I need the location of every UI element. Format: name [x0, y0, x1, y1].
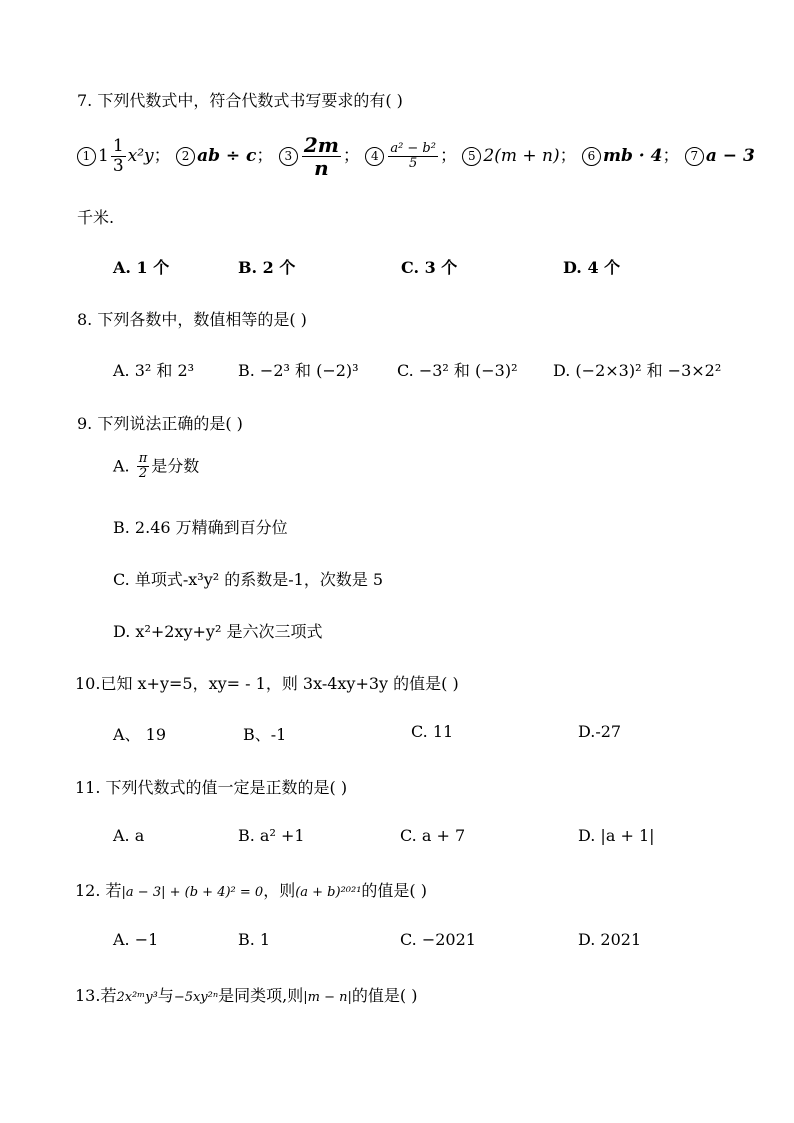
separator: ； — [439, 146, 457, 166]
separator: ； — [559, 146, 577, 166]
question-9-option-d[interactable]: D. x²+2xy+y² 是六次三项式 — [113, 622, 323, 641]
stem-mid: ，则 — [263, 881, 296, 900]
fraction-2m-over-n: $\frac{2m}{n}$ — [303, 133, 339, 180]
option-text: 是分数 — [151, 456, 200, 476]
question-9-stem: 9. 下列说法正确的是( ) — [77, 414, 243, 433]
expression-x2y: x²y — [127, 146, 154, 166]
expression-a-plus-b-power: (a + b)²⁰²¹ — [295, 885, 362, 900]
fraction-pi-over-2: $\frac{\pi}{2}$ — [138, 451, 148, 482]
question-12-option-a[interactable]: A. −1 — [113, 930, 159, 949]
question-10-stem: 10.已知 x+y=5，xy= - 1，则 3x-4xy+3y 的值是( ) — [75, 674, 459, 693]
question-7-stem: 7. 下列代数式中，符合代数式书写要求的有( ) — [77, 91, 403, 110]
equation-abs-plus-square: |a − 3| + (b + 4)² = 0 — [121, 885, 264, 900]
circled-number-4: 4 — [365, 147, 384, 166]
mixed-number-whole: 1 — [98, 146, 109, 166]
question-11-option-d[interactable]: D. |a + 1| — [578, 826, 655, 845]
question-10-option-c[interactable]: C. 11 — [411, 722, 454, 741]
monomial-2x2my3: 2x²ᵐy³ — [116, 990, 158, 1005]
circled-number-3: 3 — [279, 147, 298, 166]
question-12-stem — [75, 878, 427, 901]
question-9-option-b[interactable]: B. 2.46 万精确到百分位 — [113, 518, 288, 537]
question-8-option-d[interactable]: D. (−2×3)² 和 −3×2² — [553, 361, 722, 380]
monomial-minus-5xy2n: −5xy²ⁿ — [173, 990, 219, 1005]
question-10-option-b[interactable]: B、-1 — [243, 725, 287, 744]
question-7-continuation: 千米. — [77, 208, 115, 227]
circled-number-1: 1 — [77, 147, 96, 166]
question-7-option-c[interactable]: C. 3 个 — [401, 258, 458, 277]
question-7-option-b[interactable]: B. 2 个 — [238, 258, 296, 277]
question-8-option-b[interactable]: B. −2³ 和 (−2)³ — [238, 361, 359, 380]
question-12-option-d[interactable]: D. 2021 — [578, 930, 642, 949]
circled-number-2: 2 — [176, 147, 195, 166]
separator: ； — [153, 146, 171, 166]
question-7-option-d[interactable]: D. 4 个 — [563, 258, 621, 277]
question-7-expressions — [77, 134, 755, 179]
question-11-stem: 11. 下列代数式的值一定是正数的是( ) — [75, 778, 348, 797]
fraction-one-third: $\frac{1}{3}$ — [112, 136, 124, 176]
question-12-option-b[interactable]: B. 1 — [238, 930, 271, 949]
question-10-option-a[interactable]: A、 19 — [113, 725, 167, 744]
stem-mid-2: 是同类项,则 — [218, 986, 304, 1005]
expression-abs-m-minus-n: |m − n| — [303, 990, 352, 1005]
question-11-option-a[interactable]: A. a — [113, 826, 145, 845]
fraction-a2-minus-b2-over-5: $\frac{\text{a² − b²}}{5}$ — [390, 140, 436, 171]
question-12-option-c[interactable]: C. −2021 — [400, 930, 476, 949]
option-letter: A. — [113, 456, 130, 476]
question-7-option-a[interactable]: A. 1 个 — [113, 258, 170, 277]
expression-mb-times-4: mb · 4 — [602, 146, 663, 166]
circled-number-6: 6 — [582, 147, 601, 166]
question-8-option-c[interactable]: C. −3² 和 (−3)² — [397, 361, 518, 380]
question-10-option-d[interactable]: D.-27 — [578, 722, 622, 741]
question-11-option-c[interactable]: C. a + 7 — [400, 826, 466, 845]
question-8-option-a[interactable]: A. 3² 和 2³ — [113, 361, 195, 380]
circled-number-5: 5 — [462, 147, 481, 166]
question-8-stem: 8. 下列各数中，数值相等的是( ) — [77, 310, 307, 329]
separator: ； — [662, 146, 680, 166]
question-11-option-b[interactable]: B. a² +1 — [238, 826, 305, 845]
question-9-option-c[interactable]: C. 单项式-x³y² 的系数是-1，次数是 5 — [113, 570, 384, 589]
question-13-stem — [75, 983, 417, 1006]
stem-suffix: 的值是( ) — [351, 986, 418, 1005]
stem-mid: 与 — [157, 986, 174, 1005]
separator: ； — [256, 146, 274, 166]
expression-2-m-plus-n: 2(m + n) — [483, 146, 560, 166]
circled-number-7: 7 — [685, 147, 704, 166]
question-9-option-a[interactable] — [113, 452, 199, 482]
separator: ； — [342, 146, 360, 166]
expression-ab-div-c: ab ÷ c — [197, 146, 257, 166]
expression-a-minus-3: a − 3 — [705, 146, 755, 166]
stem-prefix: 12. 若 — [75, 881, 122, 900]
stem-suffix: 的值是( ) — [361, 881, 427, 900]
stem-prefix: 13.若 — [75, 986, 117, 1005]
